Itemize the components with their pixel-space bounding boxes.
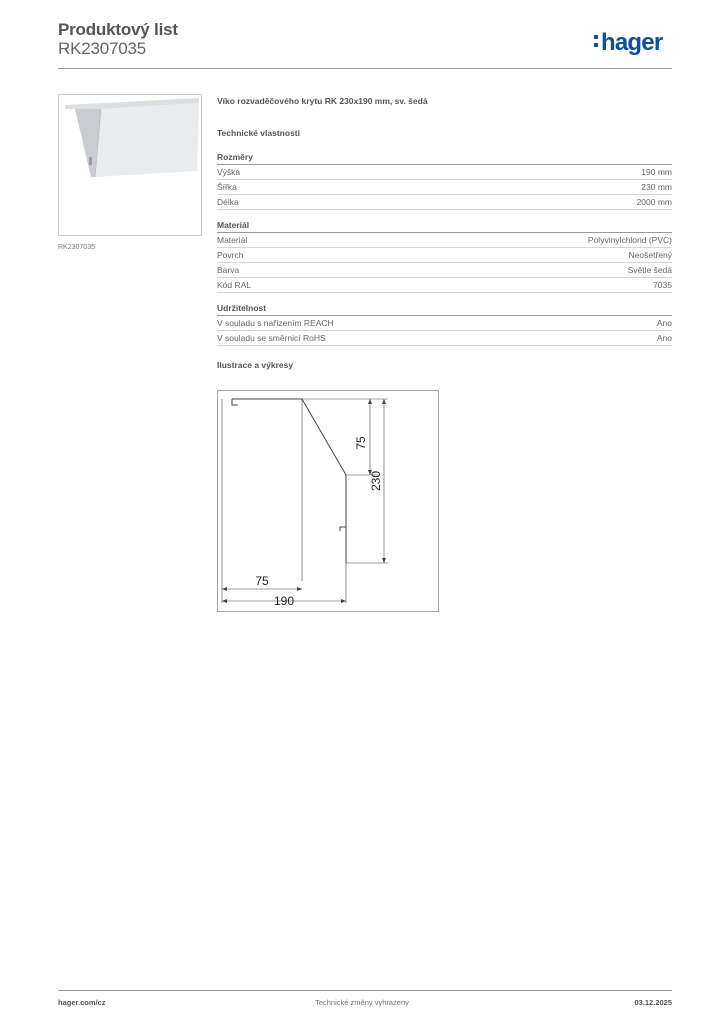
spec-row	[217, 195, 672, 210]
logo-text: hager	[601, 29, 663, 56]
spec-value: 230 mm	[641, 182, 672, 192]
spec-label: Barva	[217, 265, 240, 275]
dim-height-230: 230	[369, 470, 383, 492]
footer-notice: Technické změny vyhrazeny	[315, 998, 409, 1007]
spec-value: Ano	[656, 318, 672, 328]
section-title: Rozměry	[217, 152, 672, 165]
section-udrzitelnost	[217, 303, 672, 346]
spec-row	[217, 278, 672, 293]
spec-row	[217, 180, 672, 195]
spec-row	[217, 165, 672, 180]
spec-value: 190 mm	[641, 167, 672, 177]
spec-row	[217, 331, 672, 346]
spec-row	[217, 233, 672, 248]
spec-row	[217, 316, 672, 331]
product-title: Víko rozvaděčového krytu RK 230x190 mm, sv. šedá	[217, 96, 428, 106]
section-rozmery	[217, 152, 672, 210]
spec-label: Materiál	[217, 235, 248, 245]
header-divider	[58, 68, 672, 69]
product-content	[217, 96, 672, 370]
spec-row	[217, 263, 672, 278]
spec-value: Světle šedá	[627, 265, 672, 275]
spec-label: V souladu s nařízením REACH	[217, 318, 334, 328]
footer-website-link[interactable]: hager.com/cz	[58, 998, 106, 1007]
spec-value: Polyvinylchlorid (PVC)	[587, 235, 672, 245]
illustration-title: Ilustrace a výkresy	[217, 360, 294, 370]
spec-value: Neošetřený	[628, 250, 672, 260]
spec-label: Výška	[217, 167, 241, 177]
spec-label: Povrch	[217, 250, 244, 260]
spec-row	[217, 248, 672, 263]
spec-value: 2000 mm	[636, 197, 672, 207]
profile-drawing-icon	[218, 391, 438, 611]
technical-drawing	[217, 390, 439, 612]
spec-value: Ano	[656, 333, 672, 343]
dim-top-75: 75	[354, 436, 368, 450]
photo-caption: RK2307035	[58, 244, 95, 251]
footer-date: 03.12.2025	[634, 998, 672, 1007]
cover-render-icon	[59, 95, 201, 235]
spec-label: Šířka	[217, 182, 237, 192]
spec-label: Délka	[217, 197, 239, 207]
document-title: Produktový list	[58, 20, 178, 39]
tech-heading: Technické vlastnosti	[217, 128, 300, 138]
hager-logo	[594, 29, 662, 57]
product-photo	[58, 94, 202, 236]
dim-width-190: 190	[273, 594, 295, 608]
spec-label: V souladu se směrnicí RoHS	[217, 333, 326, 343]
section-title: Materiál	[217, 220, 672, 233]
spec-value: 7035	[653, 280, 672, 290]
spec-label: Kód RAL	[217, 280, 252, 290]
dim-bottom-75: 75	[255, 574, 269, 588]
footer-divider	[58, 990, 672, 991]
logo-dots-icon	[594, 29, 599, 51]
product-code: RK2307035	[58, 39, 146, 58]
section-material	[217, 220, 672, 293]
section-title: Udržitelnost	[217, 303, 672, 316]
